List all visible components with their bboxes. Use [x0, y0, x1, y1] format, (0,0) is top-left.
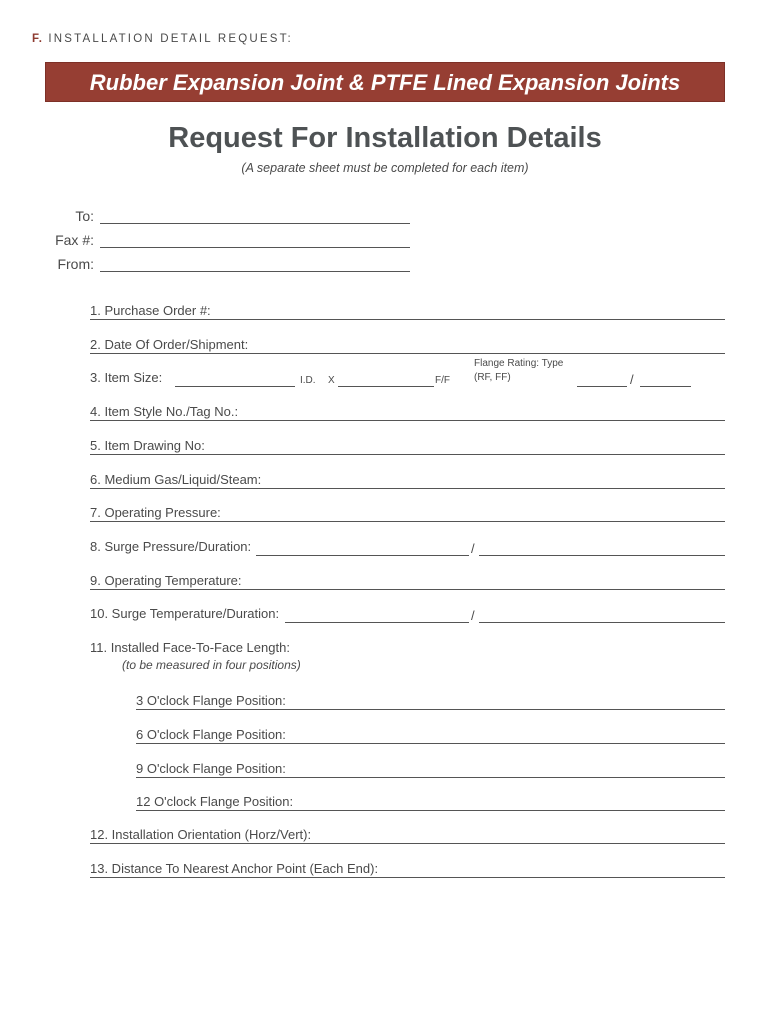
fax-field[interactable] [100, 247, 410, 248]
item-size-id-field[interactable] [175, 386, 295, 387]
surge-temp-label: 10. Surge Temperature/Duration: [90, 606, 280, 621]
op-temp-row [90, 573, 725, 593]
anchor-field[interactable] [90, 877, 725, 878]
pos3-field[interactable] [136, 709, 725, 710]
surge-temp-row [90, 606, 725, 626]
style-row [90, 404, 725, 424]
pos6-field[interactable] [136, 743, 725, 744]
section-label [32, 33, 293, 45]
medium-label: 6. Medium Gas/Liquid/Steam: [90, 472, 262, 487]
item-size-label: 3. Item Size: [90, 370, 163, 385]
drawing-field[interactable] [90, 454, 725, 455]
surge-pressure-label: 8. Surge Pressure/Duration: [90, 539, 252, 554]
orientation-field[interactable] [90, 843, 725, 844]
orientation-row [90, 827, 725, 847]
id-label: I.D. [300, 375, 316, 386]
fax-label: Fax #: [55, 232, 94, 248]
date-label: 2. Date Of Order/Shipment: [90, 337, 249, 352]
item-size-row [90, 358, 725, 390]
to-label: To: [75, 208, 94, 224]
face-to-face-label: 11. Installed Face-To-Face Length: [90, 640, 290, 655]
op-pressure-field[interactable] [90, 521, 725, 522]
pos3-label: 3 O'clock Flange Position: [136, 693, 286, 708]
po-row [90, 303, 725, 323]
anchor-row [90, 861, 725, 881]
pos3-row [136, 693, 725, 713]
pos12-field[interactable] [136, 810, 725, 811]
page-subtitle: (A separate sheet must be completed for each item) [241, 161, 529, 175]
x-label: X [328, 375, 335, 386]
pos12-row [136, 794, 725, 814]
from-field[interactable] [100, 271, 410, 272]
medium-field[interactable] [90, 488, 725, 489]
page-title: Request For Installation Details [168, 122, 602, 154]
drawing-row [90, 438, 725, 458]
flange-rating-label: Flange Rating: Type [474, 358, 564, 369]
surge-temp-slash: / [471, 608, 475, 623]
op-temp-label: 9. Operating Temperature: [90, 573, 242, 588]
po-field[interactable] [90, 319, 725, 320]
surge-temp-field[interactable] [285, 622, 469, 623]
style-field[interactable] [90, 420, 725, 421]
op-pressure-label: 7. Operating Pressure: [90, 505, 221, 520]
flange-slash: / [630, 372, 634, 387]
flange-rating-field-2[interactable] [640, 386, 691, 387]
drawing-label: 5. Item Drawing No: [90, 438, 205, 453]
face-to-face-row [90, 640, 725, 660]
pos9-field[interactable] [136, 777, 725, 778]
section-letter: F. [32, 33, 43, 45]
po-label: 1. Purchase Order #: [90, 303, 211, 318]
fax-row [0, 232, 770, 252]
surge-temp-duration-field[interactable] [479, 622, 725, 623]
op-temp-field[interactable] [90, 589, 725, 590]
face-to-face-note: (to be measured in four positions) [122, 658, 301, 672]
date-row [90, 337, 725, 357]
pos6-label: 6 O'clock Flange Position: [136, 727, 286, 742]
surge-pressure-duration-field[interactable] [479, 555, 725, 556]
surge-pressure-slash: / [471, 541, 475, 556]
medium-row [90, 472, 725, 492]
from-row [0, 256, 770, 276]
from-label: From: [57, 256, 94, 272]
date-field[interactable] [90, 353, 725, 354]
pos12-label: 12 O'clock Flange Position: [136, 794, 294, 809]
orientation-label: 12. Installation Orientation (Horz/Vert): [90, 827, 312, 842]
pos6-row [136, 727, 725, 747]
pos9-label: 9 O'clock Flange Position: [136, 761, 286, 776]
product-banner: Rubber Expansion Joint & PTFE Lined Expansion Joints [45, 62, 725, 102]
to-row [0, 208, 770, 228]
pos9-row [136, 761, 725, 781]
section-title: INSTALLATION DETAIL REQUEST: [48, 33, 293, 45]
flange-rating-field-1[interactable] [577, 386, 627, 387]
surge-pressure-row [90, 539, 725, 559]
item-size-ff-field[interactable] [338, 386, 434, 387]
anchor-label: 13. Distance To Nearest Anchor Point (Each End): [90, 861, 379, 876]
ff-label: F/F [435, 375, 450, 386]
style-label: 4. Item Style No./Tag No.: [90, 404, 239, 419]
to-field[interactable] [100, 223, 410, 224]
flange-rating-types: (RF, FF) [474, 372, 511, 383]
surge-pressure-field[interactable] [256, 555, 469, 556]
op-pressure-row [90, 505, 725, 525]
